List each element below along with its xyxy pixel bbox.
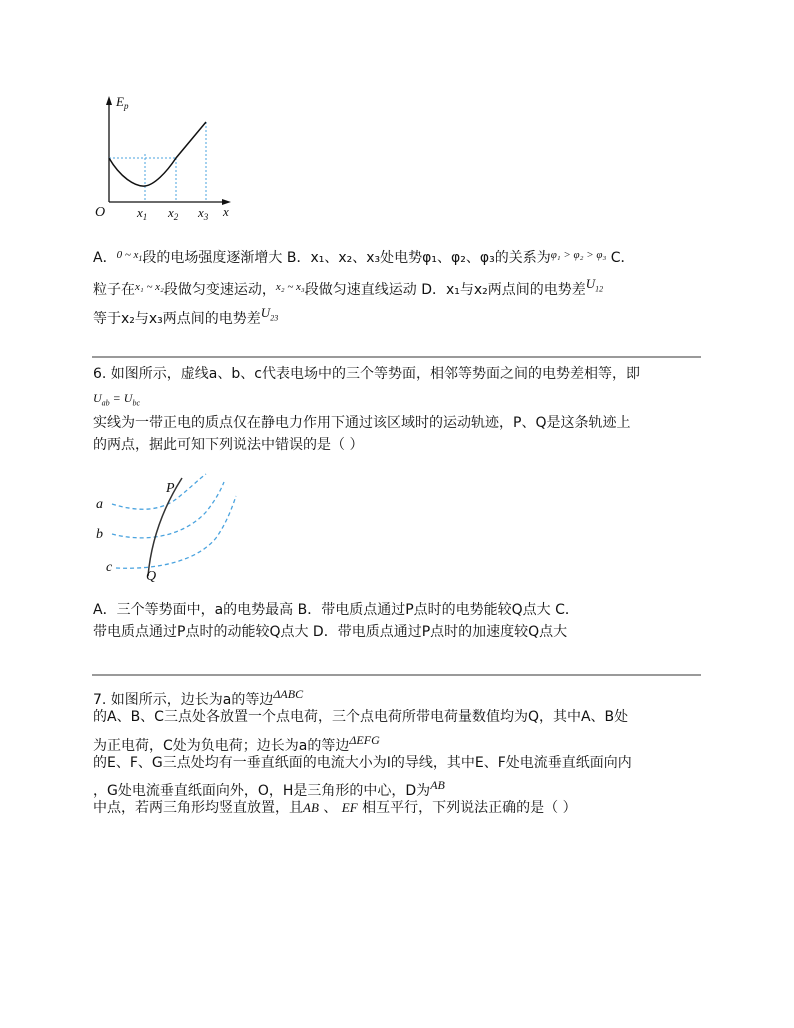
q7-line3-text: 为正电荷，C处为负电荷；边长为a的等边: [93, 738, 350, 754]
q5-u12: $U_{12}$: [585, 276, 604, 294]
svg-text:x1: [136, 205, 147, 222]
divider-1: [92, 356, 701, 358]
q5-line3-a: 等于x₂与x₃两点间的电势差: [93, 311, 261, 327]
q5-line2-a: 粒子在: [93, 282, 135, 298]
label-p: P: [166, 481, 175, 496]
q7-ef: EF: [341, 800, 358, 815]
divider-2: [92, 674, 701, 676]
q7-line6-a: 中点，若两三角形均竖直放置，且: [93, 800, 303, 816]
trajectory: [148, 478, 182, 576]
x1-label: x: [137, 205, 143, 220]
label-c: c: [106, 560, 113, 575]
x-axis-label: x: [223, 204, 229, 219]
equipotential-figure: [90, 472, 250, 584]
q7-sep: 、: [318, 800, 342, 816]
q5-range2: x₁ ~ x₂: [135, 281, 164, 293]
q7-line6-b: 相互平行，下列说法正确的是（ ）: [357, 800, 577, 816]
q6-stem-line1: 6. 如图所示，虚线a、b、c代表电场中的三个等势面，相邻等势面之间的电势差相等，即: [93, 366, 640, 382]
ep-curve: [109, 122, 206, 186]
q7-line2: 的A、B、C三点处各放置一个点电荷，三个点电荷所带电荷量数值均为Q，其中A、B处: [93, 709, 629, 725]
ep-graph: [90, 92, 240, 222]
q7-line4: 的E、F、G三点处均有一垂直纸面的电流大小为I的导线，其中E、F处电流垂直纸面向内: [93, 755, 632, 771]
q5-range1: 0 ~ x1: [116, 249, 143, 264]
x1-sub: 1: [142, 212, 148, 222]
q7-line1-text: 7. 如图所示，边长为a的等边: [93, 692, 274, 708]
label-a: a: [96, 497, 103, 512]
q6-stem-line3: 的两点，据此可知下列说法中错误的是（ ）: [93, 437, 364, 453]
q7-ab-2: AB: [303, 800, 319, 815]
q5-option-c-prefix: C．: [610, 250, 635, 266]
svg-text:Ep: [115, 94, 129, 111]
q5-phi-relation: φ₁ > φ₂ > φ₃: [550, 249, 607, 261]
q7-ab-1: AB: [430, 778, 445, 792]
q7-line6: [93, 798, 577, 818]
q7-triangle-efg: ΔEFG: [349, 733, 380, 747]
q5-line2: [93, 274, 603, 300]
q7-triangle-abc: ΔABC: [273, 687, 304, 701]
q5-line1: [93, 245, 635, 269]
x2-sub: 2: [173, 212, 179, 222]
q6-stem-line2: 实线为一带正电的质点仅在静电力作用下通过该区域时的运动轨迹，P、Q是这条轨迹上: [93, 415, 631, 431]
y-axis-arrow: [106, 96, 112, 105]
q5-option-a-prefix: A．: [93, 250, 117, 266]
q6-options-line1: A．三个等势面中，a的电势最高 B．带电质点通过P点时的电势能较Q点大 C．: [93, 602, 579, 618]
svg-text:x3: [197, 205, 209, 222]
q5-range3: x₂ ~ x₃: [275, 281, 305, 293]
q5-line2-b: 段做匀变速运动，: [163, 282, 276, 298]
q5-line2-c: 段做匀速直线运动 D．x₁与x₂两点间的电势差: [304, 282, 586, 298]
equipotential-a: [112, 474, 206, 509]
x3-label: x: [198, 205, 204, 220]
q5-u23: $U_{23}$: [260, 305, 279, 323]
x2-label: x: [168, 205, 174, 220]
ep-label-sub: p: [123, 101, 129, 111]
q5-line3: [93, 303, 278, 329]
q7-line5-text: ，G处电流垂直纸面向外，O，H是三角形的中心，D为: [93, 783, 431, 799]
ep-label: E: [116, 94, 124, 109]
x3-sub: 3: [203, 212, 209, 222]
label-b: b: [96, 527, 103, 542]
svg-text:x2: [167, 205, 179, 222]
origin-label: O: [95, 205, 106, 220]
q5-line1-text: 段的电场强度逐渐增大 B．x₁、x₂、x₃处电势φ₁、φ₂、φ₃的关系为: [142, 250, 551, 266]
q6-options-line2: 带电质点通过P点时的动能较Q点大 D．带电质点通过P点时的加速度较Q点大: [93, 624, 568, 640]
label-q: Q: [146, 569, 157, 584]
q6-equation: $U_{ab} = U_{bc}$: [93, 391, 140, 408]
